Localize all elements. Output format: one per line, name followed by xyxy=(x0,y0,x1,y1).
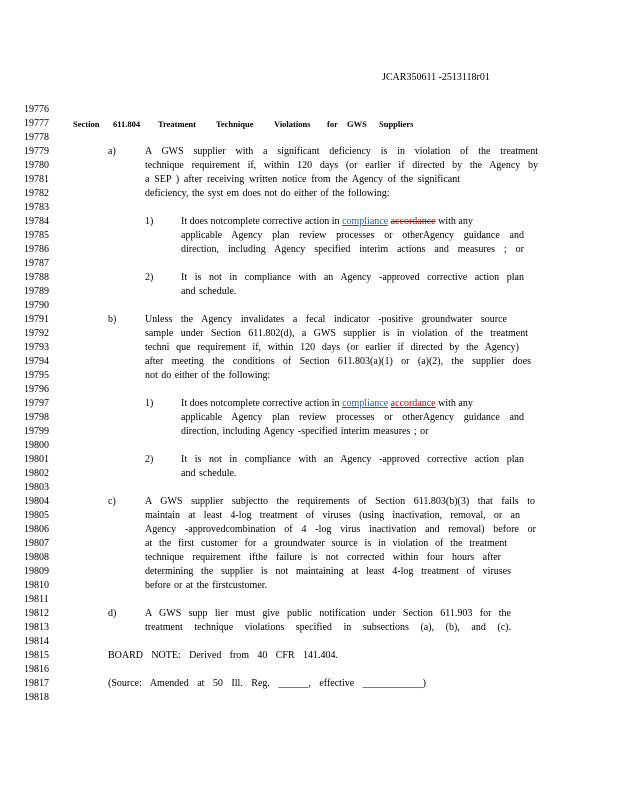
amended-text: It does notcomplete corrective action in xyxy=(181,398,340,409)
line-number: 19798 xyxy=(24,412,49,423)
inserted-text: compliance xyxy=(342,398,389,409)
line-number: 19793 xyxy=(24,342,49,353)
para-b-item2-line: It is not in compliance with an Agency -approved corrective action plan xyxy=(181,454,524,465)
line-number: 19782 xyxy=(24,188,49,199)
para-d-line: A GWS supp lier must give public notification under Section 611.903 for the xyxy=(145,608,511,619)
line-number: 19777 xyxy=(24,118,49,129)
line-number: 19791 xyxy=(24,314,49,325)
section-label: Section xyxy=(73,119,100,129)
line-number: 19786 xyxy=(24,244,49,255)
line-number: 19814 xyxy=(24,636,49,647)
para-c-line: determining the supplier is not maintaining at least 4-log treatment of viruses xyxy=(145,566,511,577)
line-number: 19804 xyxy=(24,496,49,507)
para-d-line: treatment technique violations specified in subsections (a), (b), and (c). xyxy=(145,622,511,633)
line-number: 19811 xyxy=(24,594,49,605)
line-number: 19797 xyxy=(24,398,49,409)
line-number: 19799 xyxy=(24,426,49,437)
line-number: 19794 xyxy=(24,356,49,367)
line-number: 19800 xyxy=(24,440,49,451)
para-b-item1-label: 1) xyxy=(145,398,154,409)
para-b-line: after meeting the conditions of Section 611.803(a)(1) or (a)(2), the supplier does xyxy=(145,356,531,367)
para-b-line: not do either of the following: xyxy=(145,370,271,381)
para-b-item1-first-line xyxy=(181,397,473,411)
line-number: 19809 xyxy=(24,566,49,577)
para-c-line: at the first customer for a groundwater source is in violation of the treatment xyxy=(145,538,507,549)
section-title-word: Violations xyxy=(274,119,311,129)
document-id: JCAR350611 -2513118r01 xyxy=(382,72,490,83)
para-b-line: sample under Section 611.802(d), a GWS supplier is in violation of the treatment xyxy=(145,328,528,339)
line-number: 19790 xyxy=(24,300,49,311)
para-c-line: maintain at least 4-log treatment of viruses (using inactivation, removal, or an xyxy=(145,510,520,521)
section-title-word: GWS xyxy=(347,119,367,129)
para-a-item1-line: applicable Agency plan review processes or otherAgency guidance and xyxy=(181,230,524,241)
para-c-line: A GWS supplier subjectto the requirements of Section 611.803(b)(3) that fails to xyxy=(145,496,535,507)
amended-text: with any xyxy=(438,398,473,409)
line-number: 19781 xyxy=(24,174,49,185)
para-b-line: Unless the Agency invalidates a fecal indicator -positive groundwater source xyxy=(145,314,507,325)
line-number: 19796 xyxy=(24,384,49,395)
para-d-label: d) xyxy=(108,608,117,619)
para-a-line: deficiency, the syst em does not do either of the following: xyxy=(145,188,390,199)
line-number: 19776 xyxy=(24,104,49,115)
line-number: 19806 xyxy=(24,524,49,535)
section-title-word: Technique xyxy=(216,119,254,129)
para-a-item2-line: It is not in compliance with an Agency -approved corrective action plan xyxy=(181,272,524,283)
line-number: 19805 xyxy=(24,510,49,521)
line-number: 19801 xyxy=(24,454,49,465)
line-number: 19783 xyxy=(24,202,49,213)
para-b-item1-line: applicable Agency plan review processes or otherAgency guidance and xyxy=(181,412,524,423)
section-number: 611.804 xyxy=(113,119,141,129)
line-number: 19787 xyxy=(24,258,49,269)
para-a-line: technique requirement if, within 120 days (or earlier if directed by the Agency by xyxy=(145,160,538,171)
line-number: 19803 xyxy=(24,482,49,493)
line-number: 19788 xyxy=(24,272,49,283)
para-b-line: techni que requirement if, within 120 days (or earlier if directed by the Agency) xyxy=(145,342,519,353)
para-c-line: technique requirement ifthe failure is not corrected within four hours after xyxy=(145,552,501,563)
amended-text: with any xyxy=(438,216,473,227)
line-number: 19789 xyxy=(24,286,49,297)
para-a-item2-label: 2) xyxy=(145,272,154,283)
line-number: 19808 xyxy=(24,552,49,563)
amended-text: It does notcomplete corrective action in xyxy=(181,216,340,227)
line-number: 19815 xyxy=(24,650,49,661)
section-title-word: Treatment xyxy=(158,119,196,129)
para-a-item1-first-line xyxy=(181,215,473,229)
inserted-text: accordance xyxy=(390,398,436,409)
line-number: 19785 xyxy=(24,230,49,241)
line-number: 19779 xyxy=(24,146,49,157)
line-number: 19780 xyxy=(24,160,49,171)
section-title-word: Suppliers xyxy=(379,119,414,129)
line-number: 19807 xyxy=(24,538,49,549)
deleted-text: accordance xyxy=(390,216,436,227)
line-number: 19816 xyxy=(24,664,49,675)
para-c-label: c) xyxy=(108,496,116,507)
line-number: 19778 xyxy=(24,132,49,143)
line-number: 19812 xyxy=(24,608,49,619)
inserted-text: compliance xyxy=(342,216,389,227)
para-c-line: Agency -approvedcombination of 4 -log virus inactivation and removal) before or xyxy=(145,524,536,535)
line-number: 19802 xyxy=(24,468,49,479)
line-number: 19817 xyxy=(24,678,49,689)
para-a-item1-label: 1) xyxy=(145,216,154,227)
para-a-item1-line: direction, including Agency specified interim actions and measures ; or xyxy=(181,244,524,255)
para-b-item1-line: direction, including Agency -specified interim measures ; or xyxy=(181,426,429,437)
para-a-label: a) xyxy=(108,146,116,157)
source-note: (Source: Amended at 50 Ill. Reg. ______, effective ____________) xyxy=(108,678,426,689)
para-b-item2-label: 2) xyxy=(145,454,154,465)
line-number: 19784 xyxy=(24,216,49,227)
line-number: 19813 xyxy=(24,622,49,633)
section-title-word: for xyxy=(327,119,338,129)
para-b-label: b) xyxy=(108,314,117,325)
para-a-line: A GWS supplier with a significant deficiency is in violation of the treatment xyxy=(145,146,538,157)
para-a-item2-line: and schedule. xyxy=(181,286,237,297)
line-number: 19810 xyxy=(24,580,49,591)
line-number: 19795 xyxy=(24,370,49,381)
line-number: 19818 xyxy=(24,692,49,703)
para-a-line: a SEP ) after receiving written notice from the Agency of the significant xyxy=(145,174,460,185)
line-number: 19792 xyxy=(24,328,49,339)
para-b-item2-line: and schedule. xyxy=(181,468,237,479)
para-c-line: before or at the firstcustomer. xyxy=(145,580,268,591)
board-note: BOARD NOTE: Derived from 40 CFR 141.404. xyxy=(108,650,338,661)
